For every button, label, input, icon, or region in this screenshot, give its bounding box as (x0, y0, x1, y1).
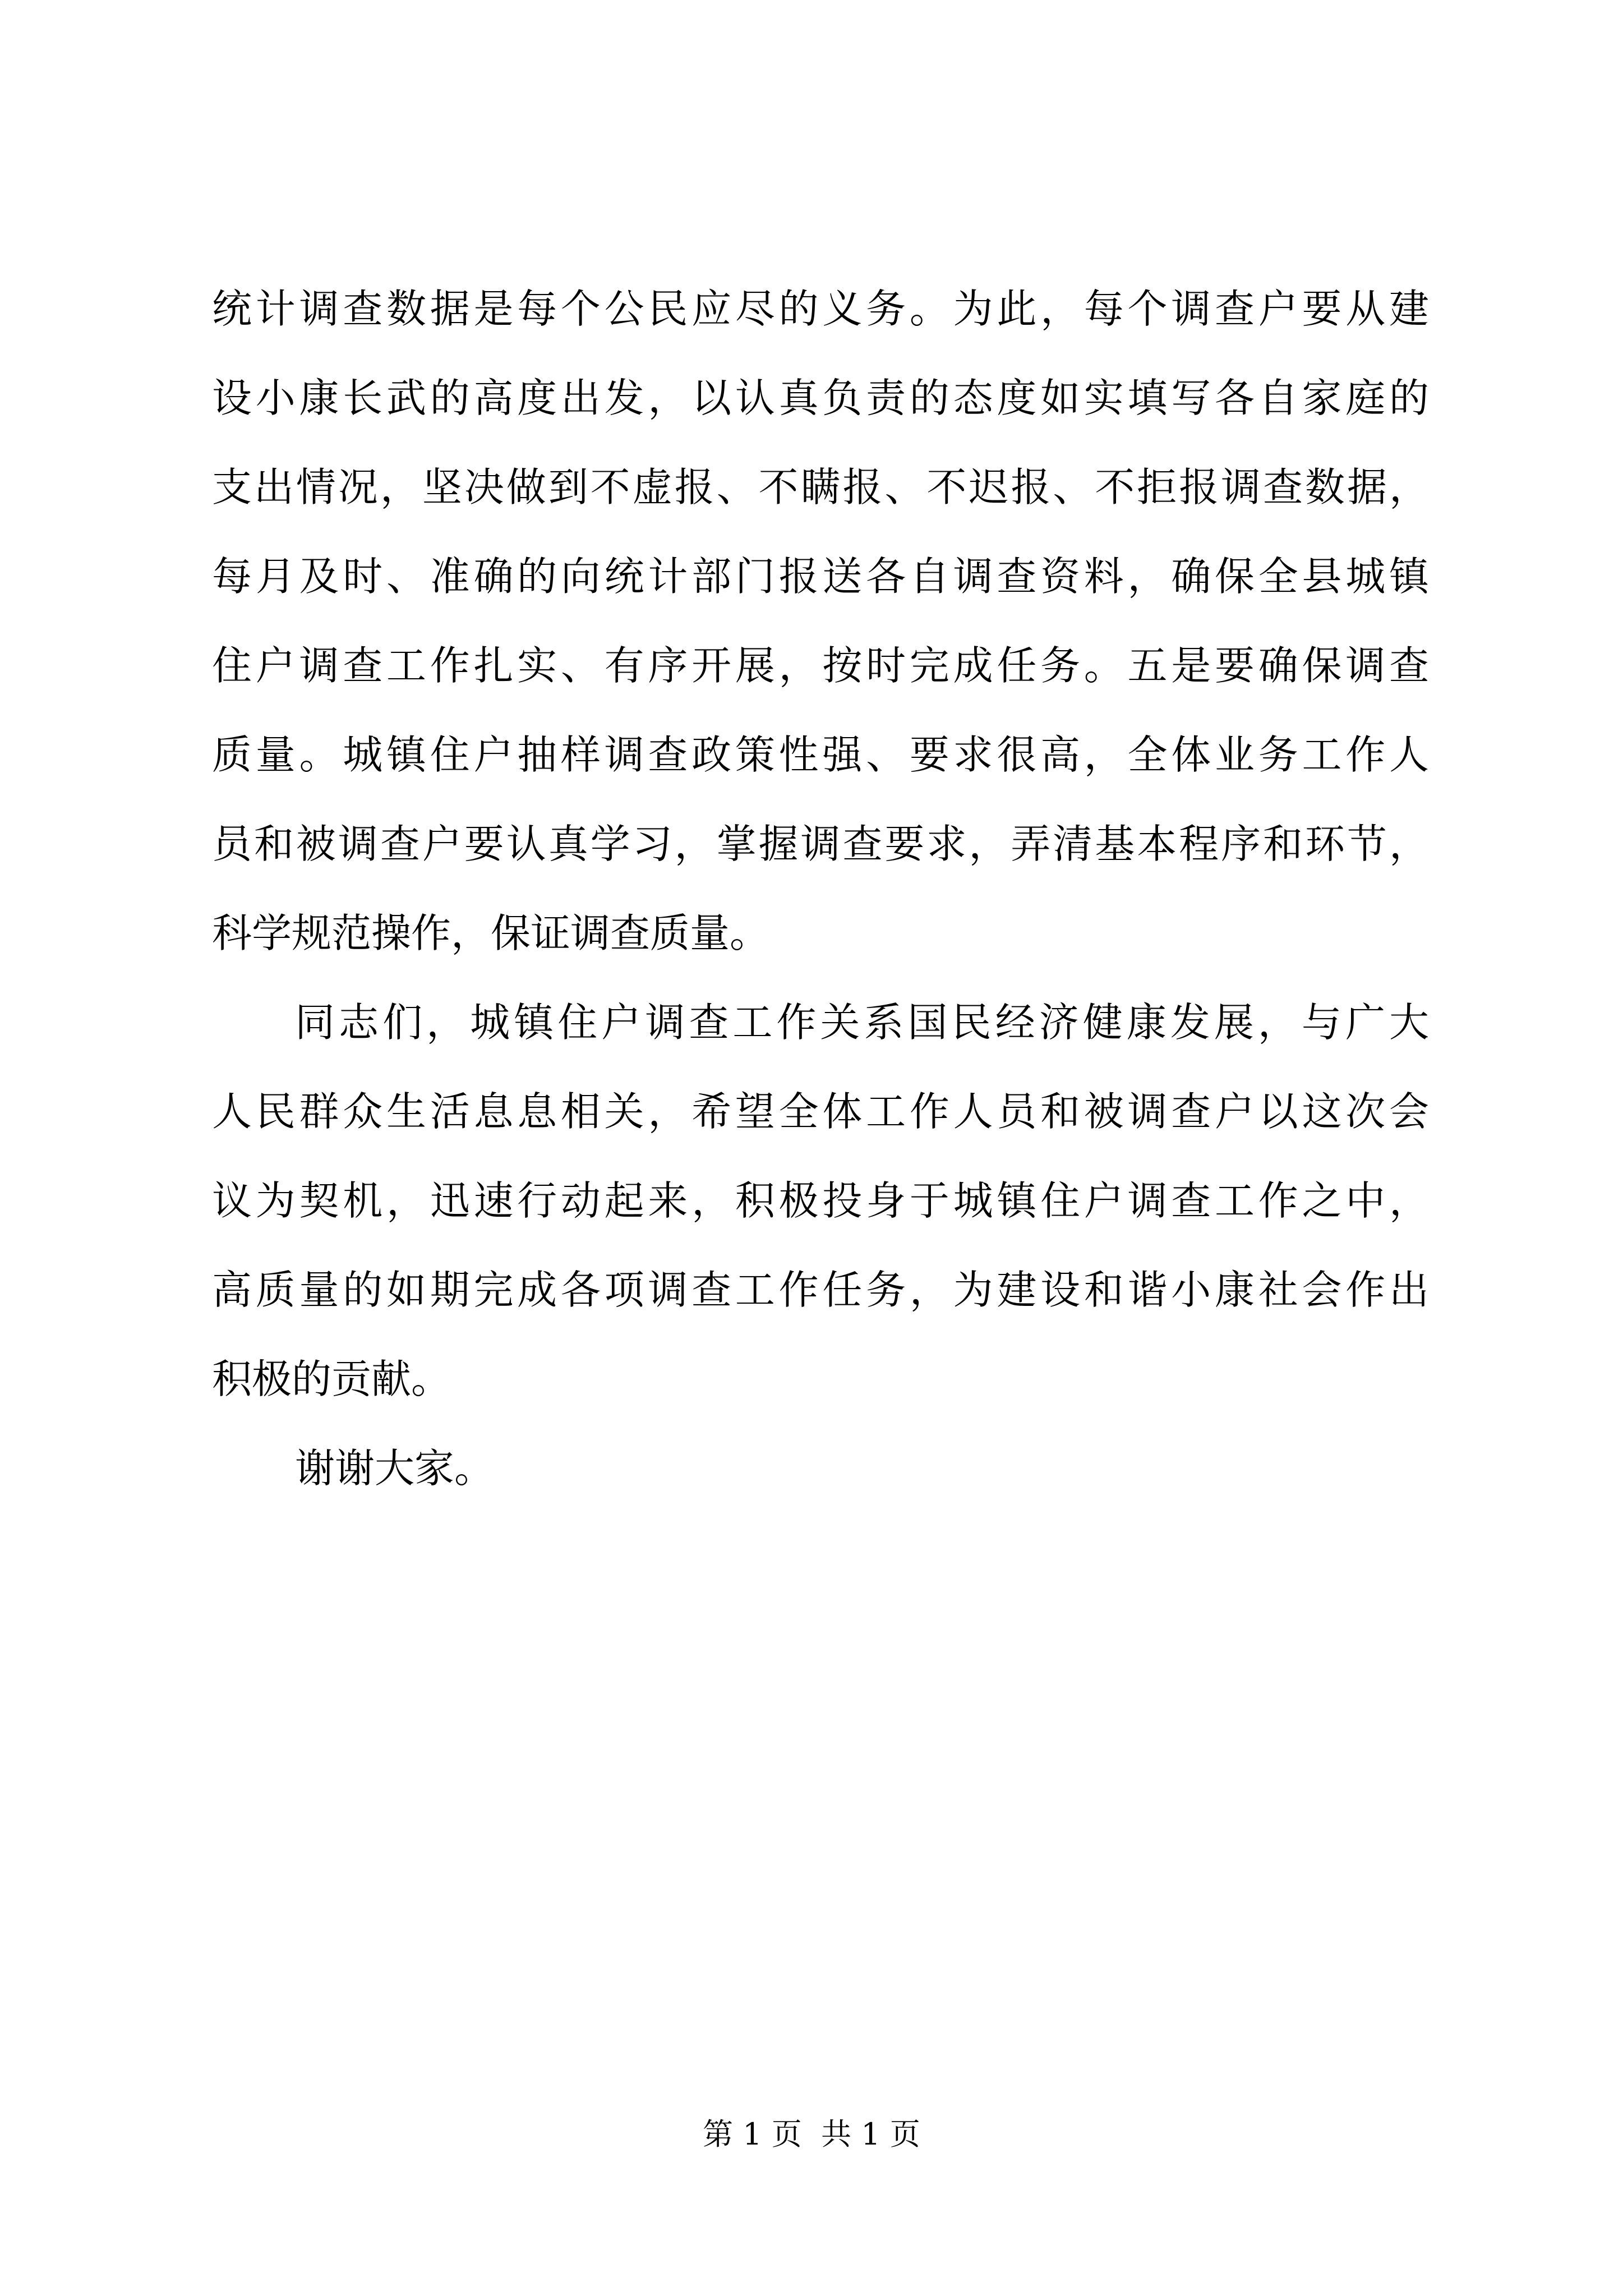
paragraph-2-line-1: 同志们，城镇住户调查工作关系国民经济健康发展，与广大 (295, 999, 1429, 1046)
paragraph-1-line-3: 支出情况，坚决做到不虚报、不瞒报、不迟报、不拒报调查数据， (212, 464, 1429, 510)
paragraph-2-line-5: 积极的贡献。 (212, 1356, 451, 1402)
document-body (212, 286, 1429, 1538)
paragraph-1-line-6: 质量。城镇住户抽样调查政策性强、要求很高，全体业务工作人 (212, 731, 1429, 778)
page-number-label: 第 1 页 共 1 页 (703, 2116, 920, 2152)
paragraph-2-line-2: 人民群众生活息息相关，希望全体工作人员和被调查户以这次会 (212, 1088, 1429, 1135)
paragraph-1-line-1: 统计调查数据是每个公民应尽的义务。为此，每个调查户要从建 (212, 286, 1429, 332)
paragraph-2-line-4: 高质量的如期完成各项调查工作任务，为建设和谐小康社会作出 (212, 1267, 1429, 1313)
paragraph-1-line-8: 科学规范操作，保证调查质量。 (212, 910, 770, 956)
paragraph-1-line-7: 员和被调查户要认真学习，掌握调查要求，弄清基本程序和环节， (212, 821, 1429, 867)
paragraph-1-line-5: 住户调查工作扎实、有序开展，按时完成任务。五是要确保调查 (212, 642, 1429, 689)
page-footer (0, 2118, 1623, 2151)
paragraph-3-line-1: 谢谢大家。 (295, 1445, 495, 1492)
paragraph-1-line-4: 每月及时、准确的向统计部门报送各自调查资料，确保全县城镇 (212, 553, 1429, 600)
paragraph-2-line-3: 议为契机，迅速行动起来，积极投身于城镇住户调查工作之中， (212, 1177, 1429, 1224)
paragraph-1-line-2: 设小康长武的高度出发，以认真负责的态度如实填写各自家庭的 (212, 375, 1429, 421)
